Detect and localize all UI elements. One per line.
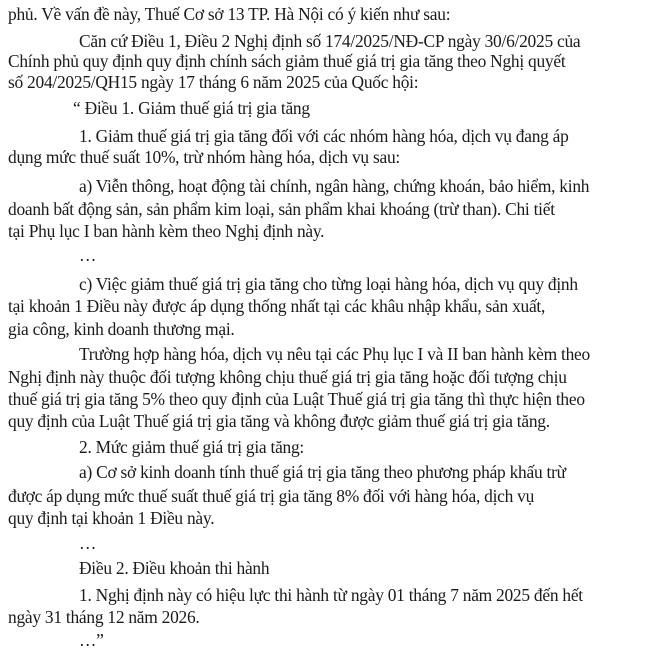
text-line: phủ. Về vấn đề này, Thuế Cơ sở 13 TP. Hà Nội có ý kiến như sau: (8, 4, 451, 24)
text-line: tại Phụ lục I ban hành kèm theo Nghị định này. (8, 221, 325, 241)
text-line: Chính phủ quy định quy định chính sách giảm thuế giá trị gia tăng theo Nghị quyết (8, 51, 566, 71)
text-line: Điều 2. Điều khoản thi hành (79, 558, 270, 578)
text-line: số 204/2025/QH15 ngày 17 tháng 6 năm 2025 của Quốc hội: (8, 72, 419, 92)
text-line: Nghị định này thuộc đối tượng không chịu thuế giá trị gia tăng hoặc đối tượng chịu (8, 367, 567, 387)
text-line: thuế giá trị gia tăng 5% theo quy định của Luật Thuế giá trị gia tăng thì thực hiện theo (8, 389, 585, 409)
text-line: a) Cơ sở kinh doanh tính thuế giá trị gia tăng theo phương pháp khấu trừ (79, 462, 566, 482)
text-line: …” (79, 630, 104, 650)
text-line: 1. Nghị định này có hiệu lực thi hành từ ngày 01 tháng 7 năm 2025 đến hết (79, 585, 583, 605)
text-line: “ Điều 1. Giảm thuế giá trị gia tăng (73, 98, 310, 118)
text-line: quy định của Luật Thuế giá trị gia tăng và không được giảm thuế giá trị gia tăng. (8, 411, 550, 431)
text-line: ngày 31 tháng 12 năm 2026. (8, 607, 200, 627)
text-line: Trường hợp hàng hóa, dịch vụ nêu tại các Phụ lục I và II ban hành kèm theo (79, 344, 590, 364)
text-line: được áp dụng mức thuế suất thuế giá trị gia tăng 8% đối với hàng hóa, dịch vụ (8, 486, 535, 506)
text-line: quy định tại khoản 1 Điều này. (8, 508, 215, 528)
text-line: … (79, 533, 97, 553)
text-line: dụng mức thuế suất 10%, trừ nhóm hàng hóa, dịch vụ sau: (8, 147, 400, 167)
text-line: doanh bất động sản, sản phẩm kim loại, sản phẩm khai khoáng (trừ than). Chi tiết (8, 199, 555, 219)
text-line: tại khoản 1 Điều này được áp dụng thống nhất tại các khâu nhập khẩu, sản xuất, (8, 296, 546, 316)
text-line: gia công, kinh doanh thương mại. (8, 319, 235, 339)
text-line: 1. Giảm thuế giá trị gia tăng đối với các nhóm hàng hóa, dịch vụ đang áp (79, 126, 569, 146)
text-line: 2. Mức giảm thuế giá trị gia tăng: (79, 437, 305, 457)
text-line: Căn cứ Điều 1, Điều 2 Nghị định số 174/2025/NĐ-CP ngày 30/6/2025 của (79, 31, 581, 51)
text-line: a) Viễn thông, hoạt động tài chính, ngân hàng, chứng khoán, bảo hiểm, kinh (79, 176, 590, 196)
text-line: … (79, 245, 97, 265)
text-line: c) Việc giảm thuế giá trị gia tăng cho từng loại hàng hóa, dịch vụ quy định (79, 274, 578, 294)
